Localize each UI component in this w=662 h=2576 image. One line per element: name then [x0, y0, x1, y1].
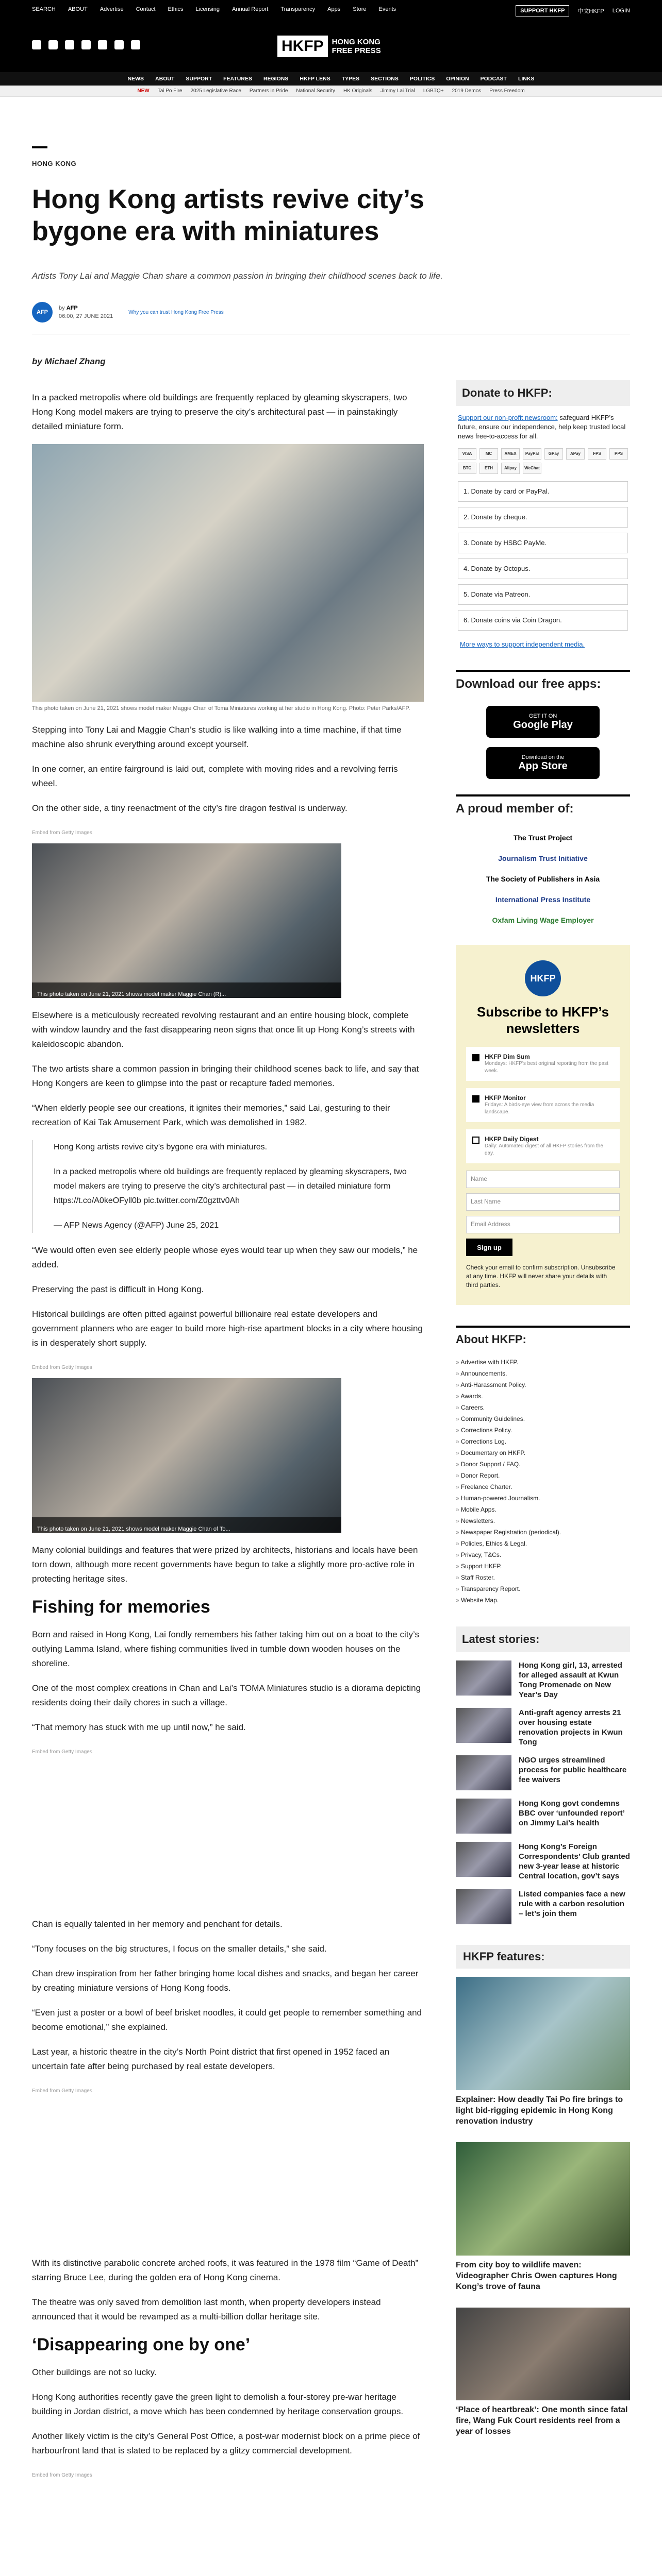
nav-links[interactable]: LINKS — [518, 76, 535, 82]
about-link[interactable]: » Newsletters. — [456, 1515, 630, 1527]
google-play-button[interactable]: GET IT ON Google Play — [486, 706, 600, 738]
feature-item[interactable] — [456, 2142, 630, 2292]
story-item[interactable] — [456, 1889, 630, 1924]
trending-item[interactable]: Jimmy Lai Trial — [380, 88, 415, 94]
paragraph: “We would often even see elderly people whose eyes would tear up when they saw our models,” he added. — [32, 1245, 418, 1269]
facebook-icon[interactable] — [32, 40, 41, 49]
paragraph: The theatre was only saved from demolition last month, when property developers instead announced that it would be revamped as a multi-billion dollar heritage site. — [32, 2297, 381, 2321]
story-item[interactable] — [456, 1660, 630, 1700]
top-link-advertise[interactable]: Advertise — [100, 6, 124, 12]
instagram-icon[interactable] — [65, 40, 74, 49]
nav-about[interactable]: ABOUT — [155, 76, 175, 82]
newsletter-heading: Subscribe to HKFP’s newsletters — [476, 1004, 609, 1036]
article-subtitle: Artists Tony Lai and Maggie Chan share a common passion in bringing their childhood scenes back to life. — [32, 271, 443, 281]
story-thumbnail[interactable] — [456, 1708, 511, 1743]
paragraph: “That memory has stuck with me up until now,” he said. — [32, 1722, 246, 1732]
donate-option[interactable]: 4. Donate by Octopus. — [458, 558, 628, 579]
story-item[interactable] — [456, 1755, 630, 1790]
getty-photo[interactable] — [32, 1378, 341, 1533]
about-link[interactable]: » Staff Roster. — [456, 1572, 630, 1583]
jti-logo[interactable]: Journalism Trust Initiative — [498, 854, 588, 862]
about-link[interactable]: » Transparency Report. — [456, 1583, 630, 1595]
feature-title[interactable]: ‘Place of heartbreak’: One month since fatal fire, Wang Fuk Court residents reel from a year of losses — [456, 2405, 628, 2436]
about-link[interactable]: » Awards. — [456, 1391, 630, 1402]
article-body — [32, 391, 424, 2486]
ipi-logo[interactable]: International Press Institute — [495, 895, 591, 904]
top-link-search[interactable]: SEARCH — [32, 6, 56, 12]
tweet-line: Hong Kong artists revive city’s bygone era with miniatures. — [54, 1143, 268, 1151]
getty-embed — [32, 826, 424, 998]
about-link[interactable]: » Corrections Log. — [456, 1436, 630, 1447]
about-link[interactable]: » Donor Support / FAQ. — [456, 1459, 630, 1470]
nav-support[interactable]: SUPPORT — [186, 76, 212, 82]
threads-icon[interactable] — [81, 40, 91, 49]
story-title[interactable]: Hong Kong govt condemns BBC over ‘unfounded report’ on Jimmy Lai’s health — [519, 1799, 625, 1827]
about-link[interactable]: » Freelance Charter. — [456, 1481, 630, 1493]
feature-title[interactable]: From city boy to wildlife maven: Videographer Chris Owen captures Hong Kong’s trove of fauna — [456, 2261, 617, 2291]
article-title: Hong Kong artists revive city’s bygone era with miniatures — [32, 184, 424, 246]
newsletter-option[interactable]: HKFP Monitor Fridays: A birds-eye view from across the media landscape. — [466, 1088, 620, 1122]
new-label: NEW — [137, 88, 150, 94]
wechat-icon: WeChat — [523, 463, 541, 474]
latest-heading: Latest stories: — [456, 1626, 630, 1652]
embed-placeholder — [32, 2102, 424, 2256]
trending-item[interactable]: 2025 Legislative Race — [190, 88, 241, 94]
gpay-icon: GPay — [544, 448, 563, 460]
photo-caption: This photo taken on June 21, 2021 shows model maker Maggie Chan of Toma Miniatures working at her studio in Hong Kong. Photo: Peter Parks/AFP. — [32, 705, 410, 711]
paragraph: One of the most complex creations in Chan and Lai’s TOMA Miniatures studio is a diorama depicting residents doing their daily chores in such a village. — [32, 1683, 421, 1707]
about-link[interactable]: » Anti-Harassment Policy. — [456, 1379, 630, 1391]
feature-item[interactable] — [456, 2308, 630, 2437]
header-band — [0, 21, 662, 72]
fps-icon: FPS — [588, 448, 606, 460]
donate-option[interactable]: 5. Donate via Patreon. — [458, 584, 628, 605]
trending-item[interactable]: HK Originals — [343, 88, 373, 94]
support-button[interactable]: SUPPORT HKFP — [516, 5, 569, 16]
paragraph: Hong Kong authorities recently gave the green light to demolish a four-storey pre-war heritage building in Jordan district, a move which has been condemned by heritage conservation groups. — [32, 2392, 404, 2416]
amex-icon: AMEX — [501, 448, 520, 460]
apps-heading: Download our free apps: — [456, 670, 630, 697]
getty-header: Embed from Getty Images — [32, 2472, 92, 2478]
top-link-contact[interactable]: Contact — [136, 6, 156, 12]
paragraph: Stepping into Tony Lai and Maggie Chan’s studio is like walking into a time machine, if that time machine also shrunk everything around except yourself. — [32, 725, 402, 749]
about-link[interactable]: » Documentary on HKFP. — [456, 1447, 630, 1459]
paragraph: Other buildings are not so lucky. — [32, 2367, 157, 2377]
bitcoin-icon: BTC — [458, 463, 476, 474]
donate-link[interactable]: Support our non-profit newsroom: — [458, 414, 558, 421]
applepay-icon: APay — [566, 448, 585, 460]
logo-text: HONG KONG FREE PRESS — [332, 38, 381, 55]
about-link[interactable]: » Policies, Ethics & Legal. — [456, 1538, 630, 1549]
feature-item[interactable] — [456, 1977, 630, 2127]
latest-stories — [456, 1626, 630, 1924]
paragraph: “Even just a poster or a bowl of beef brisket noodles, it could get people to remember something and become emotional,” she explained. — [32, 2008, 422, 2032]
avatar[interactable]: AFP — [32, 302, 53, 323]
checkbox[interactable] — [472, 1137, 479, 1144]
story-thumbnail[interactable] — [456, 1660, 511, 1696]
top-bar — [0, 0, 662, 21]
about-link[interactable]: » Announcements. — [456, 1368, 630, 1379]
social-icons — [32, 40, 140, 49]
about-link[interactable]: » Community Guidelines. — [456, 1413, 630, 1425]
paragraph: On the other side, a tiny reenactment of the city’s fire dragon festival is underway. — [32, 803, 347, 813]
tweet-text: In a packed metropolis where old buildings are frequently replaced by gleaming skyscrapers, two model makers are trying to preserve the city’s architectural past — in detailed miniature form https://t.co/A0keOFyll0b pic.twitter.com/Z0gzttv0Ah — [54, 1167, 407, 1205]
nav-types[interactable]: TYPES — [341, 76, 360, 82]
sopa-logo[interactable]: The Society of Publishers in Asia — [486, 875, 600, 883]
about-link[interactable]: » Human-powered Journalism. — [456, 1493, 630, 1504]
feature-image[interactable] — [456, 2308, 630, 2400]
newsletter-logo: HKFP — [525, 960, 561, 996]
paragraph: “Tony focuses on the big structures, I focus on the smaller details,” she said. — [32, 1944, 327, 1954]
nav-regions[interactable]: REGIONS — [263, 76, 289, 82]
donate-option[interactable]: 2. Donate by cheque. — [458, 507, 628, 528]
getty-header: Embed from Getty Images — [32, 2088, 92, 2094]
mail-icon[interactable] — [131, 40, 140, 49]
about-link[interactable]: » Donor Report. — [456, 1470, 630, 1481]
email-field[interactable]: Email Address — [466, 1216, 620, 1233]
category-rule — [32, 146, 47, 148]
sidebar — [456, 380, 630, 2452]
donate-option[interactable]: 1. Donate by card or PayPal. — [458, 481, 628, 502]
paragraph: Many colonial buildings and features that were prized by architects, historians and locals have been torn down, although more recent governments have begun to take a slightly more pro-active role in protecting heritage sites. — [32, 1545, 418, 1584]
newsletter-option[interactable]: HKFP Daily Digest Daily: Automated digest of all HKFP stories from the day. — [466, 1129, 620, 1163]
about-link[interactable]: » Careers. — [456, 1402, 630, 1413]
story-title[interactable]: Hong Kong girl, 13, arrested for alleged assault at Kwun Tong Promenade on New Year’s Day — [519, 1661, 622, 1699]
paragraph: Another likely victim is the city’s General Post Office, a post-war modernist block on a prime piece of harbourfront land that is slated to be replaced by a glitzy commercial development. — [32, 2431, 420, 2455]
story-item[interactable] — [456, 1708, 630, 1747]
about-link[interactable]: » Website Map. — [456, 1595, 630, 1606]
top-links — [32, 6, 396, 12]
getty-photo[interactable] — [32, 843, 341, 998]
pps-icon: PPS — [609, 448, 628, 460]
getty-header: Embed from Getty Images — [32, 1749, 92, 1755]
proud-member-heading: A proud member of: — [456, 794, 630, 821]
nav-features[interactable]: FEATURES — [223, 76, 252, 82]
story-title[interactable]: Listed companies face a new rule with a carbon resolution – let’s join them — [519, 1890, 625, 1918]
newsletter-fineprint: Check your email to confirm subscription. Unsubscribe at any time. HKFP will never share your details with third parties. — [466, 1264, 616, 1289]
trust-link[interactable]: Why you can trust Hong Kong Free Press — [128, 309, 224, 315]
donate-heading: Donate to HKFP: — [456, 380, 630, 406]
about-heading: About HKFP: — [456, 1326, 630, 1351]
story-thumbnail[interactable] — [456, 1799, 511, 1834]
top-link-about[interactable]: ABOUT — [68, 6, 88, 12]
getty-header: Embed from Getty Images — [32, 1365, 92, 1370]
byline-source[interactable]: AFP — [66, 305, 78, 311]
oxfam-logo[interactable]: Oxfam Living Wage Employer — [492, 916, 594, 924]
payment-icons — [458, 448, 628, 474]
trending-item[interactable]: 2019 Demos — [452, 88, 482, 94]
story-title[interactable]: Hong Kong’s Foreign Correspondents’ Club granted new 3-year lease at historic Central location, gov’t says — [519, 1842, 630, 1880]
logo-mark: HKFP — [277, 36, 328, 57]
last-name-field[interactable]: Last Name — [466, 1193, 620, 1211]
nav-hkfp-lens[interactable]: HKFP LENS — [300, 76, 330, 82]
nav-podcast[interactable]: PODCAST — [480, 76, 507, 82]
donate-option[interactable]: 3. Donate by HSBC PayMe. — [458, 533, 628, 553]
top-link-apps[interactable]: Apps — [327, 6, 341, 12]
youtube-icon[interactable] — [98, 40, 107, 49]
story-item[interactable] — [456, 1799, 630, 1834]
donate-option[interactable]: 6. Donate coins via Coin Dragon. — [458, 610, 628, 631]
top-link-transparency[interactable]: Transparency — [280, 6, 316, 12]
tweet-attribution[interactable]: — AFP News Agency (@AFP) June 25, 2021 — [54, 1221, 219, 1230]
chinese-link[interactable]: 中文HKFP — [577, 8, 604, 14]
top-right — [516, 5, 630, 16]
site-logo[interactable] — [277, 33, 386, 59]
getty-caption: This photo taken on June 21, 2021 shows model maker Maggie Chan (R)... — [32, 982, 341, 998]
paragraph: In one corner, an entire fairground is laid out, complete with moving rides and a revolving ferris wheel. — [32, 764, 398, 788]
checkbox[interactable] — [472, 1095, 479, 1103]
about-link[interactable]: » Privacy, T&Cs. — [456, 1549, 630, 1561]
getty-embed — [32, 1361, 424, 1533]
name-field[interactable]: Name — [466, 1171, 620, 1188]
byline-text: by AFP 06:00, 27 JUNE 2021 — [59, 305, 113, 319]
story-title[interactable]: NGO urges streamlined process for public healthcare fee waivers — [519, 1756, 627, 1784]
category-label[interactable]: HONG KONG — [32, 160, 77, 167]
mastercard-icon: MC — [479, 448, 498, 460]
lead-figure — [32, 444, 424, 713]
nav-news[interactable]: NEWS — [127, 76, 144, 82]
x-icon[interactable] — [48, 40, 58, 49]
about-link[interactable]: » Mobile Apps. — [456, 1504, 630, 1515]
more-ways-link[interactable]: More ways to support independent media. — [460, 640, 585, 648]
feature-image[interactable] — [456, 2142, 630, 2256]
visa-icon: VISA — [458, 448, 476, 460]
trending-item[interactable]: LGBTQ+ — [423, 88, 444, 94]
paragraph: Historical buildings are often pitted against powerful billionaire real estate developers and government planners who are eager to build more high-rise apartment blocks in a city where housing is in desperately short supply. — [32, 1309, 423, 1348]
about-link[interactable]: » Corrections Policy. — [456, 1425, 630, 1436]
features-heading: HKFP features: — [456, 1945, 630, 1969]
paragraph: Born and raised in Hong Kong, Lai fondly remembers his father taking him out on a boat to the city’s outlying Lamma Island, where fishing communities lived in tumble down wooden houses on the shoreline. — [32, 1630, 419, 1668]
paragraph: “When elderly people see our creations, it ignites their memories,” said Lai, gesturing to their recreation of Kai Tak Amusement Park, which was demolished in 1982. — [32, 1103, 390, 1127]
paragraph: Elsewhere is a meticulously recreated revolving restaurant and an entire housing block, complete with window laundry and the fast disappearing neon signs that once lit up Hong Kong’s streets with kaleidoscopic abandon. — [32, 1010, 415, 1049]
feature-image[interactable] — [456, 1977, 630, 2090]
login-link[interactable]: LOGIN — [612, 8, 630, 14]
story-thumbnail[interactable] — [456, 1842, 511, 1877]
top-link-events[interactable]: Events — [378, 6, 396, 12]
alipay-icon: Alipay — [501, 463, 520, 474]
getty-caption: This photo taken on June 21, 2021 shows model maker Maggie Chan of To... — [32, 1517, 341, 1533]
about-link[interactable]: » Support HKFP. — [456, 1561, 630, 1572]
top-link-annual-report[interactable]: Annual Report — [231, 6, 269, 12]
paragraph: The two artists share a common passion in bringing their childhood scenes back to life, and say that Hong Kongers are keen to glimpse into the past or recapture faded memories. — [32, 1064, 419, 1088]
embed-placeholder — [32, 1762, 424, 1917]
newsletter-box — [456, 945, 630, 1305]
byline — [32, 302, 224, 323]
trending-item[interactable]: Partners in Pride — [249, 88, 288, 94]
story-thumbnail[interactable] — [456, 1755, 511, 1790]
story-item[interactable] — [456, 1842, 630, 1881]
author-name: by Michael Zhang — [32, 357, 106, 366]
checkbox[interactable] — [472, 1054, 479, 1061]
nav-opinion[interactable]: OPINION — [446, 76, 469, 82]
paragraph: Chan drew inspiration from her father bringing home local dishes and snacks, and began her career by creating miniature versions of Hong Kong foods. — [32, 1969, 419, 1993]
paragraph: With its distinctive parabolic concrete arched roofs, it was featured in the 1978 film “Game of Death” starring Bruce Lee, during the golden era of Hong Kong cinema. — [32, 2258, 419, 2282]
newsletter-option[interactable]: HKFP Dim Sum Mondays: HKFP’s best original reporting from the past week. — [466, 1047, 620, 1081]
trending-item[interactable]: Tai Po Fire — [157, 88, 183, 94]
getty-header: Embed from Getty Images — [32, 830, 92, 836]
story-title[interactable]: Anti-graft agency arrests 21 over housing estate renovation projects in Kwun Tong — [519, 1708, 623, 1747]
about-list — [456, 1357, 630, 1606]
signup-button[interactable]: Sign up — [466, 1239, 512, 1256]
trending-item[interactable]: National Security — [296, 88, 335, 94]
ethereum-icon: ETH — [479, 463, 498, 474]
section-heading: ‘Disappearing one by one’ — [32, 2335, 251, 2354]
section-heading: Fishing for memories — [32, 1597, 210, 1617]
about-link[interactable]: » Advertise with HKFP. — [456, 1357, 630, 1368]
paragraph: Preserving the past is difficult in Hong Kong. — [32, 1284, 204, 1294]
paragraph: Last year, a historic theatre in the city’s North Point district that first opened in 1952 faced an uncertain fate after being purchased by real estate developers. — [32, 2047, 390, 2071]
trending-bar — [0, 86, 662, 97]
bluesky-icon[interactable] — [114, 40, 124, 49]
lead-photo — [32, 444, 424, 702]
about-link[interactable]: » Newspaper Registration (periodical). — [456, 1527, 630, 1538]
top-link-licensing[interactable]: Licensing — [195, 6, 220, 12]
nav-politics[interactable]: POLITICS — [409, 76, 435, 82]
trust-project-logo[interactable]: The Trust Project — [513, 834, 573, 842]
app-store-button[interactable]: Download on the App Store — [486, 747, 600, 779]
story-thumbnail[interactable] — [456, 1889, 511, 1924]
top-link-ethics[interactable]: Ethics — [168, 6, 184, 12]
paragraph: In a packed metropolis where old buildings are frequently replaced by gleaming skyscrapers, two Hong Kong model makers are trying to preserve the city’s architectural past — in painstakingly detailed miniature form. — [32, 393, 407, 431]
feature-title[interactable]: Explainer: How deadly Tai Po fire brings to light bid-rigging epidemic in Hong Kong renovation industry — [456, 2095, 623, 2126]
main-nav — [0, 72, 662, 86]
paypal-icon: PayPal — [523, 448, 541, 460]
tweet-embed — [32, 1140, 424, 1233]
trending-item[interactable]: Press Freedom — [489, 88, 525, 94]
publish-date: 06:00, 27 JUNE 2021 — [59, 313, 113, 319]
nav-sections[interactable]: SECTIONS — [371, 76, 399, 82]
paragraph: Chan is equally talented in her memory and penchant for details. — [32, 1919, 283, 1929]
donate-box: Support our non-profit newsroom: safeguard HKFP’s future, ensure our independence, help keep trusted local news free-to-access for all. VISA MC AMEX PayPal GPay APay FPS PPS BTC ETH Alipay WeChat 1. Donate by card or PayPal. 2. Donate by cheque. 3. Donate by HSBC PayMe. 4. Donate by Octopus. 5. Donate via Patreon. 6. Donate coins via Coin Dragon. More ways to support independent media. — [456, 413, 630, 649]
top-link-store[interactable]: Store — [353, 6, 367, 12]
